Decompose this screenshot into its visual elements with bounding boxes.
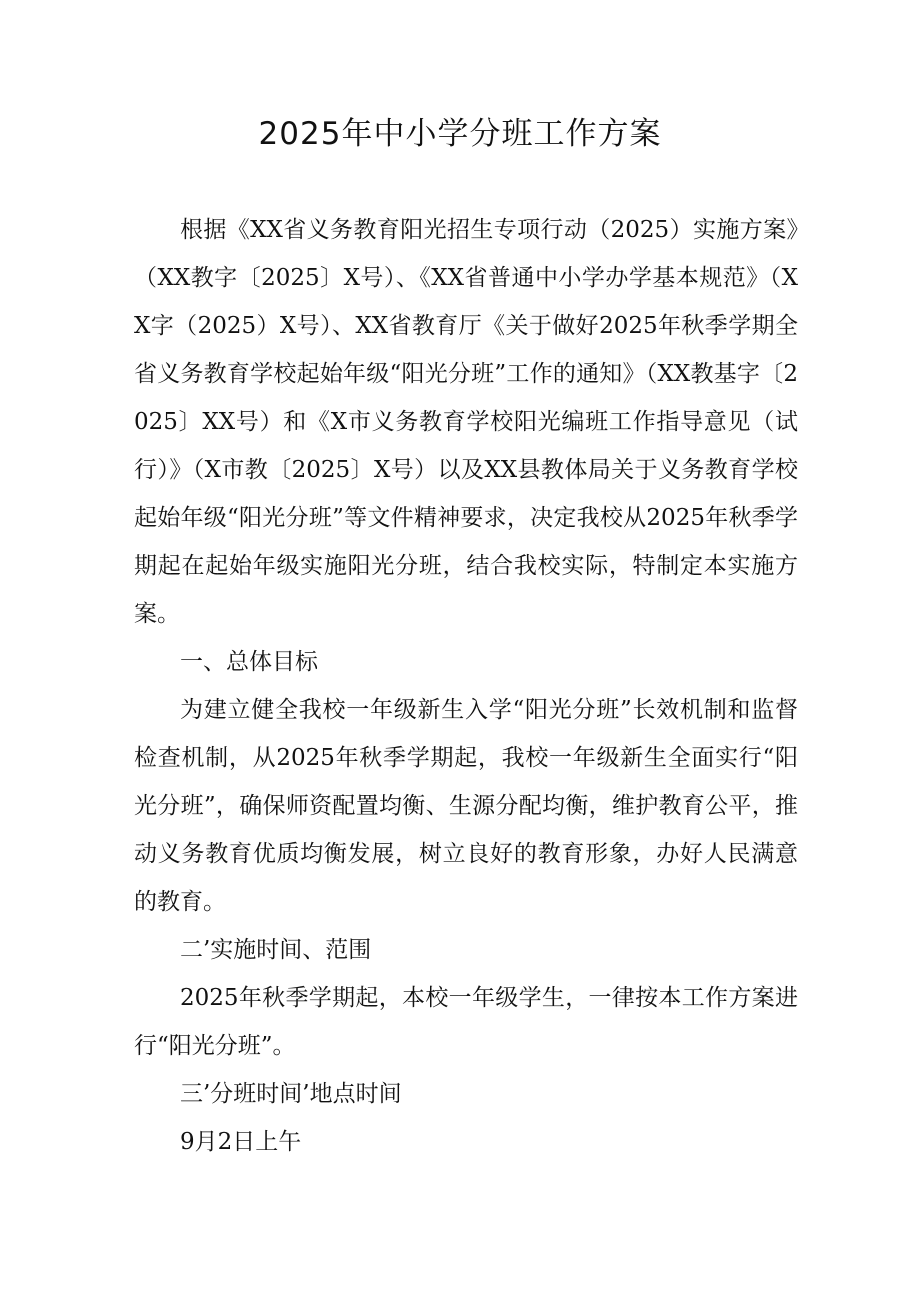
section-1-paragraph: 为建立健全我校一年级新生入学“阳光分班”长效机制和监督检查机制，从2025年秋季学期起，我校一年级新生全面实行“阳光分班”，确保师资配置均衡、生源分配均衡，维护教育公平，推动义务教育优质均衡发展，树立良好的教育形象，办好人民满意的教育。 xyxy=(134,697,798,915)
section-2-heading: 二’实施时间、范围 xyxy=(180,937,372,963)
section-3-paragraph: 9月2日上午 xyxy=(180,1129,302,1155)
section-2-paragraph: 2025年秋季学期起，本校一年级学生，一律按本工作方案进行“阳光分班”。 xyxy=(134,985,798,1059)
document-body xyxy=(134,206,798,1166)
section-3-heading: 三’分班时间’地点时间 xyxy=(180,1081,402,1107)
document-title: 2025年中小学分班工作方案 xyxy=(258,116,662,152)
section-1-heading: 一、总体目标 xyxy=(180,649,318,675)
intro-paragraph: 根据《XX省义务教育阳光招生专项行动（2025）实施方案》（XX教字〔2025〕X号）、《XX省普通中小学办学基本规范》（XX字（2025）X号）、XX省教育厅《关于做好2025年秋季学期全省义务教育学校起始年级“阳光分班”工作的通知》（XX教基字〔2025〕XX号）和《X市义务教育学校阳光编班工作指导意见（试行）》（X市教〔2025〕X号）以及XX县教体局关于义务教育学校起始年级“阳光分班”等文件精神要求，决定我校从2025年秋季学期起在起始年级实施阳光分班，结合我校实际，特制定本实施方案。 xyxy=(134,217,798,627)
